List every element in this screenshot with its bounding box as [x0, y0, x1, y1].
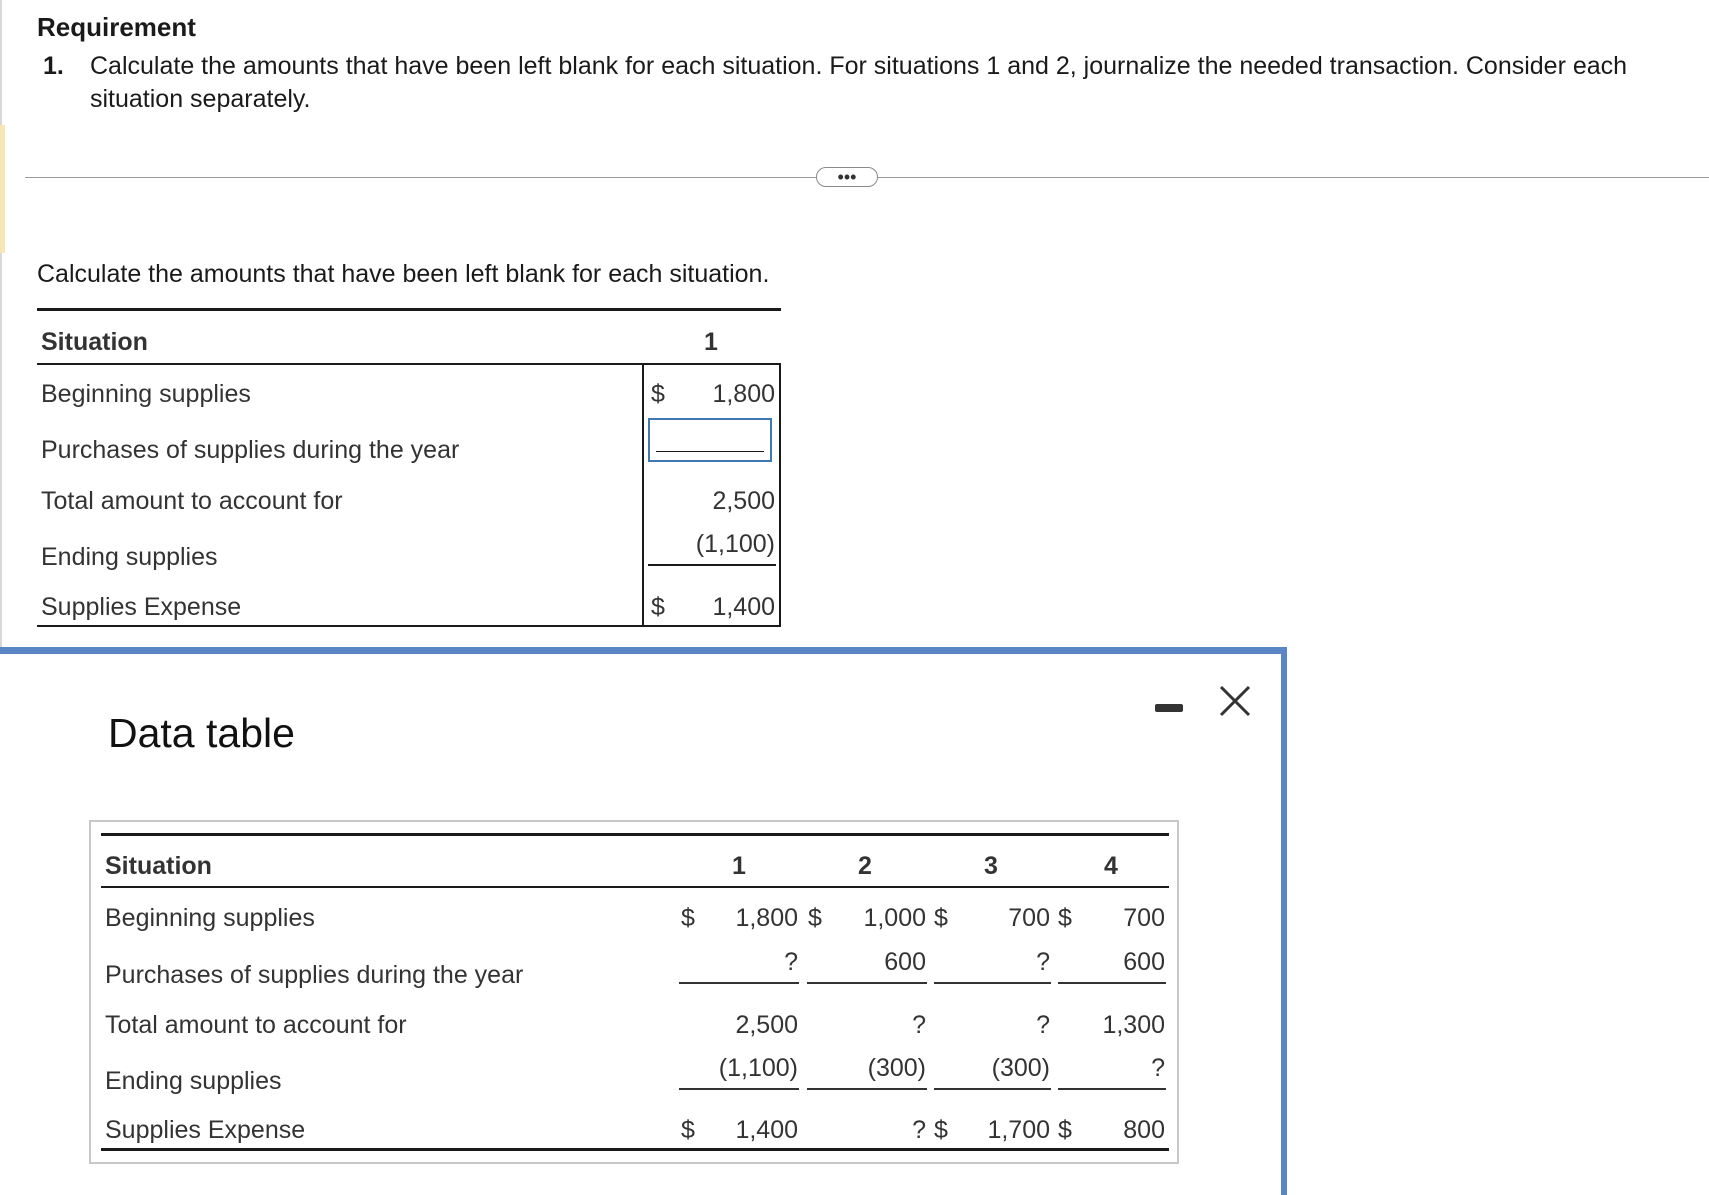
subtotal-rule: [934, 982, 1051, 984]
data-value: ?: [1036, 1011, 1050, 1039]
currency-symbol: $: [934, 904, 948, 932]
currency-symbol: $: [808, 904, 822, 932]
answer-table-bottom-rule: [37, 625, 781, 627]
data-value: 2,500: [735, 1011, 798, 1039]
data-table-bottom-rule: [101, 1148, 1169, 1151]
subtotal-rule: [807, 1088, 927, 1090]
currency-symbol: $: [934, 1116, 948, 1144]
data-value: 700: [1008, 904, 1050, 932]
currency-symbol: $: [651, 380, 665, 408]
modal-right-border: [1281, 647, 1287, 1195]
answer-value: 2,500: [712, 487, 775, 515]
answer-row-label: Purchases of supplies during the year: [41, 436, 460, 464]
data-value: 600: [1123, 948, 1165, 976]
currency-symbol: $: [681, 1116, 695, 1144]
data-value: ?: [1151, 1054, 1165, 1082]
subtotal-rule: [807, 982, 927, 984]
data-row-label: Supplies Expense: [105, 1116, 306, 1144]
answer-table-top-rule: [37, 308, 781, 311]
data-table-top-rule: [101, 833, 1169, 836]
answer-row-label: Total amount to account for: [41, 487, 343, 515]
data-table-header-rule: [101, 886, 1169, 888]
data-value: ?: [784, 948, 798, 976]
left-accent-bar: [0, 125, 5, 253]
data-value: 800: [1123, 1116, 1165, 1144]
data-row-label: Purchases of supplies during the year: [105, 961, 524, 989]
subtotal-rule: [1058, 1088, 1166, 1090]
requirement-text: Calculate the amounts that have been left blank for each situation. For situations 1 and 2, journalize the needed transaction. Consider each situation separately.: [90, 52, 1628, 113]
data-value: 600: [884, 948, 926, 976]
answer-table-header-label: Situation: [41, 328, 148, 356]
data-value: ?: [912, 1116, 926, 1144]
answer-subtotal-rule: [648, 564, 776, 566]
instruction-text: Calculate the amounts that have been left blank for each situation.: [37, 260, 770, 288]
modal-top-border: [0, 647, 1287, 654]
data-table-frame: [89, 820, 1179, 1164]
data-row-label: Ending supplies: [105, 1067, 282, 1095]
data-value: 1,800: [735, 904, 798, 932]
modal-title: Data table: [108, 710, 295, 756]
input-underline: [656, 451, 764, 452]
currency-symbol: $: [1058, 904, 1072, 932]
answer-table-column-left-border: [642, 363, 644, 627]
data-table-column-header: 1: [732, 852, 746, 880]
close-icon[interactable]: [1218, 684, 1252, 718]
requirement-title: Requirement: [37, 12, 196, 42]
subtotal-rule: [934, 1088, 1051, 1090]
answer-table-column-right-border: [779, 363, 781, 627]
currency-symbol: $: [651, 593, 665, 621]
expand-more-button[interactable]: •••: [816, 167, 878, 187]
answer-row-label: Beginning supplies: [41, 380, 251, 408]
data-value: 1,700: [987, 1116, 1050, 1144]
answer-value: (1,100): [695, 530, 775, 558]
data-value: 1,300: [1102, 1011, 1165, 1039]
subtotal-rule: [1058, 982, 1166, 984]
data-value: (300): [991, 1054, 1050, 1082]
answer-table-header-rule: [37, 363, 781, 365]
data-row-label: Beginning supplies: [105, 904, 315, 932]
requirement-number: 1.: [43, 52, 64, 80]
data-value: ?: [912, 1011, 926, 1039]
subtotal-rule: [679, 982, 799, 984]
currency-symbol: $: [1058, 1116, 1072, 1144]
subtotal-rule: [679, 1088, 799, 1090]
answer-value: 1,800: [712, 380, 775, 408]
answer-value: 1,400: [712, 593, 775, 621]
data-table-header-label: Situation: [105, 852, 212, 880]
data-value: 1,400: [735, 1116, 798, 1144]
answer-row-label: Ending supplies: [41, 543, 218, 571]
data-table-column-header: 4: [1104, 852, 1118, 880]
data-value: ?: [1036, 948, 1050, 976]
answer-table-column-header: 1: [704, 328, 718, 356]
data-value: 700: [1123, 904, 1165, 932]
data-value: (1,100): [718, 1054, 798, 1082]
left-border: [0, 0, 2, 650]
data-table-column-header: 2: [858, 852, 872, 880]
answer-row-label: Supplies Expense: [41, 593, 242, 621]
data-value: (300): [867, 1054, 926, 1082]
purchases-input[interactable]: [648, 418, 772, 462]
data-row-label: Total amount to account for: [105, 1011, 407, 1039]
data-value: 1,000: [863, 904, 926, 932]
minimize-icon[interactable]: [1155, 704, 1183, 712]
currency-symbol: $: [681, 904, 695, 932]
data-table-column-header: 3: [984, 852, 998, 880]
